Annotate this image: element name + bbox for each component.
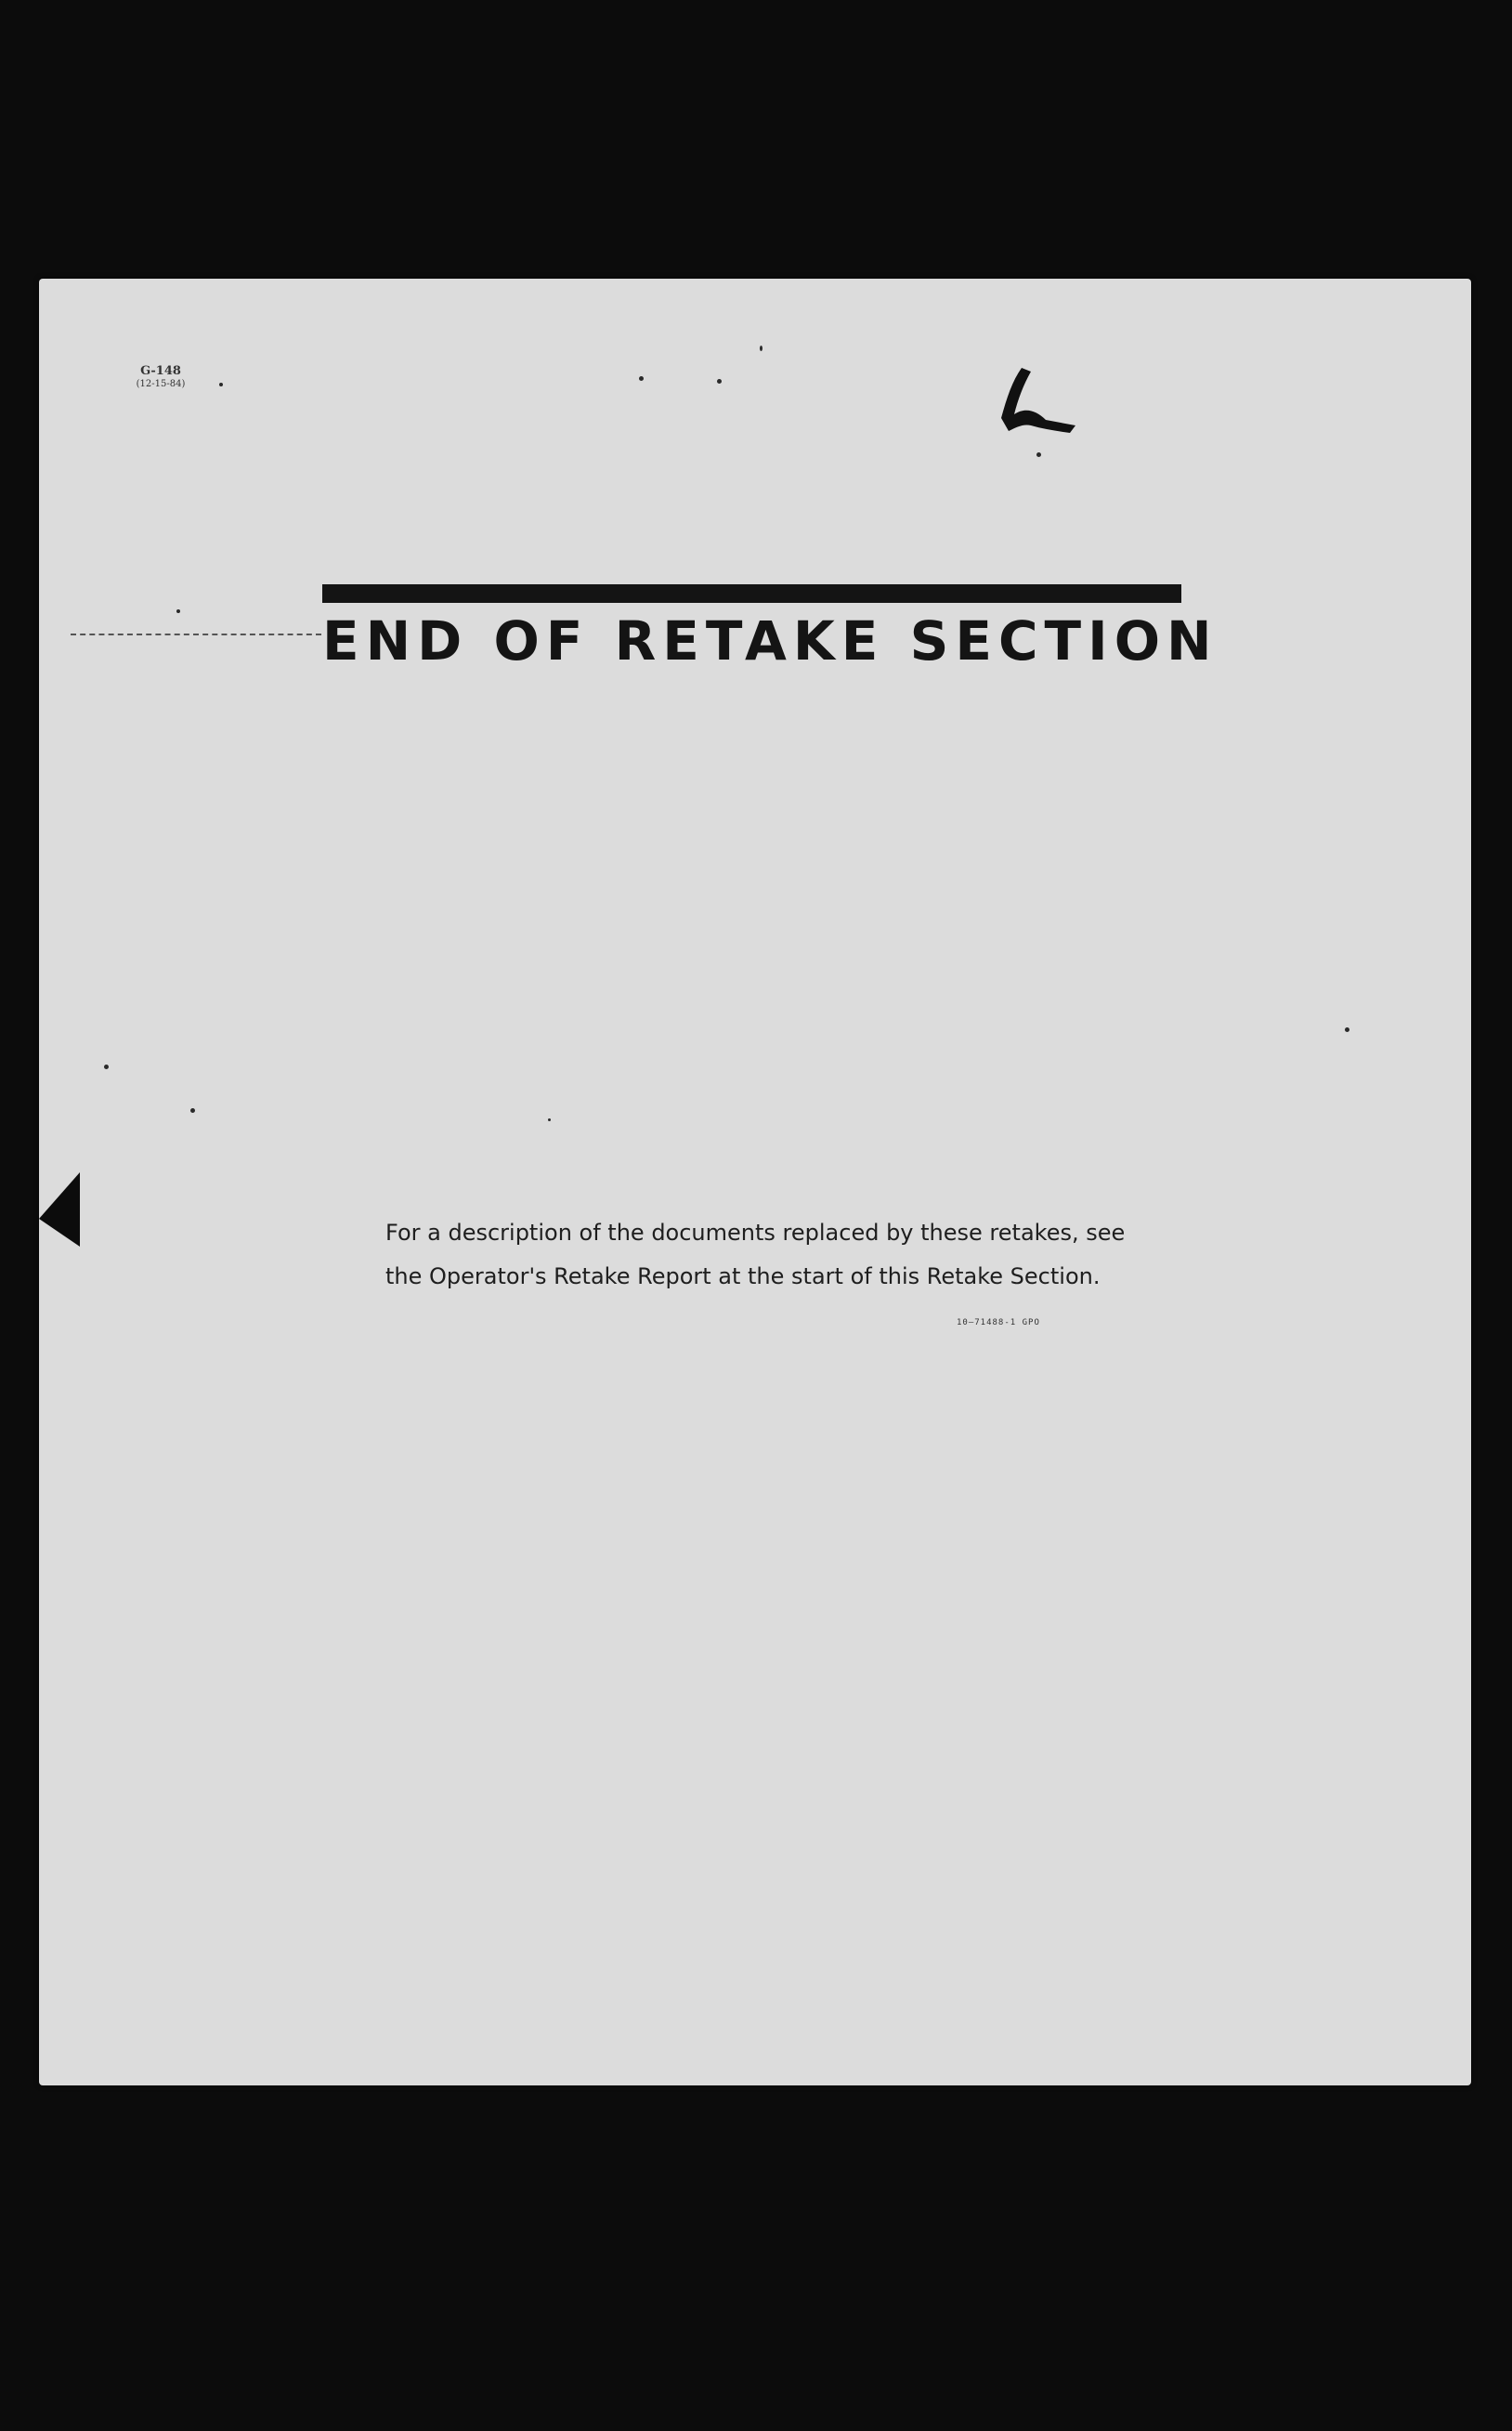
section-title: END OF RETAKE SECTION [322,609,1219,673]
dust-speck [1036,452,1041,457]
dashed-fold-line [71,634,321,635]
form-code: G-148 [140,364,181,378]
dust-speck [717,379,722,384]
dust-speck [219,383,223,386]
dust-speck [639,376,644,381]
dust-speck [548,1118,551,1121]
form-number [126,365,195,391]
form-date: (12-15-84) [136,379,186,389]
dust-speck [760,346,763,351]
dust-speck [190,1108,195,1113]
dust-speck [176,609,180,613]
sheet-torn-edge [39,1172,80,1247]
dust-speck [1345,1027,1349,1032]
handwritten-check-mark-icon [984,360,1087,444]
header-rule [322,584,1181,603]
form-reference: 10—71488-1 GPO [957,1318,1040,1327]
dust-speck [104,1065,109,1069]
retake-note: For a description of the documents replaced by these retakes, see the Operator's Retake Report at the start of this Retake Section. [385,1220,1126,1289]
document-sheet [39,279,1471,2085]
